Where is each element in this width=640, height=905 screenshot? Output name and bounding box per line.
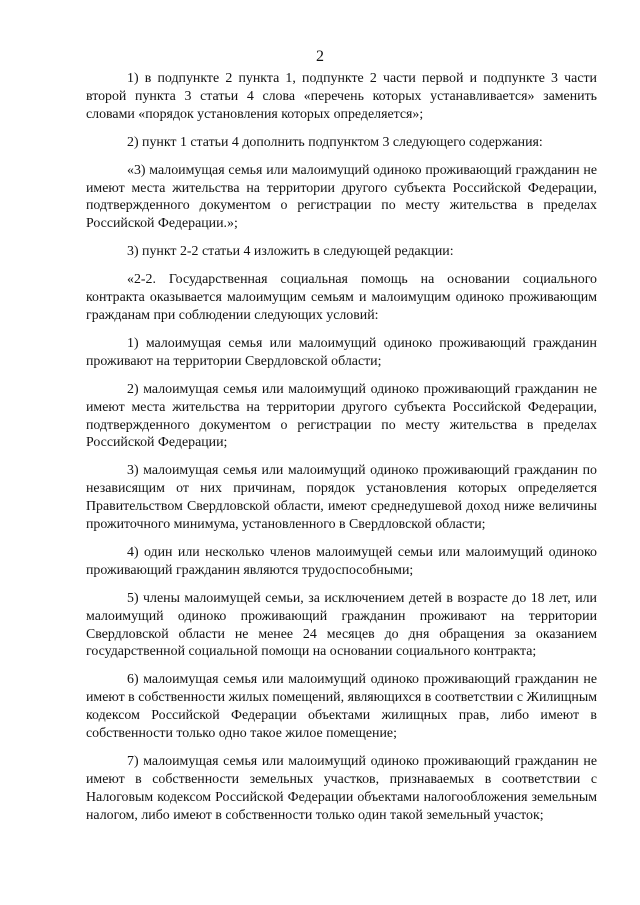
quoted-clause-2-2: «2-2. Государственная социальная помощь на основании социального контракта оказывается малоимущим семьям и малоимущим одиноко проживающим гражданам при соблюдении следующих условий:	[86, 272, 597, 323]
condition-5: 5) члены малоимущей семьи, за исключением детей в возрасте до 18 лет, или малоимущий одиноко проживающий гражданин проживают на территории Свердловской области не менее 24 месяцев до дня обращения за оказанием государственной социальной помощи на основании социального контракта;	[86, 590, 597, 660]
page-number: 2	[316, 48, 324, 65]
amendment-item-2: 2) пункт 1 статьи 4 дополнить подпунктом 3 следующего содержания:	[127, 134, 543, 150]
condition-6: 6) малоимущая семья или малоимущий одиноко проживающий гражданин не имеют в собственности жилых помещений, являющихся в соответствии с Жилищным кодексом Российской Федерации объектами жилищных прав, либо имеют в собственности только одно такое жилое помещение;	[86, 672, 597, 742]
condition-2: 2) малоимущая семья или малоимущий одиноко проживающий гражданин не имеют места жительства на территории другого субъекта Российской Федерации, подтвержденного документом о регистрации по месту жительства в пределах Российской Федерации;	[86, 381, 597, 451]
document-body	[86, 70, 597, 835]
condition-3: 3) малоимущая семья или малоимущий одиноко проживающий гражданин по независящим от них причинам, порядок установления которых определяется Правительством Свердловской области, имеют среднедушевой доход ниже величины прожиточного минимума, установленного в Свердловской области;	[86, 463, 597, 533]
amendment-item-3: 3) пункт 2-2 статьи 4 изложить в следующей редакции:	[127, 244, 454, 260]
condition-1: 1) малоимущая семья или малоимущий одиноко проживающий гражданин проживают на территории Свердловской области;	[86, 335, 597, 369]
quoted-subparagraph-3: «3) малоимущая семья или малоимущий одиноко проживающий гражданин не имеют места жительства на территории другого субъекта Российской Федерации, подтвержденного документом о регистрации по месту жительства в пределах Российской Федерации.»;	[86, 162, 597, 232]
amendment-item-1: 1) в подпункте 2 пункта 1, подпункте 2 части первой и подпункте 3 части второй пункта 3 статьи 4 слова «перечень которых устанавливается» заменить словами «порядок установления которых определяется»;	[86, 71, 597, 122]
condition-4: 4) один или несколько членов малоимущей семьи или малоимущий одиноко проживающий гражданин являются трудоспособными;	[86, 544, 597, 578]
condition-7: 7) малоимущая семья или малоимущий одиноко проживающий гражданин не имеют в собственности земельных участков, признаваемых в соответствии с Налоговым кодексом Российской Федерации объектами налогообложения земельным налогом, либо имеют в собственности только один такой земельный участок;	[86, 754, 597, 823]
